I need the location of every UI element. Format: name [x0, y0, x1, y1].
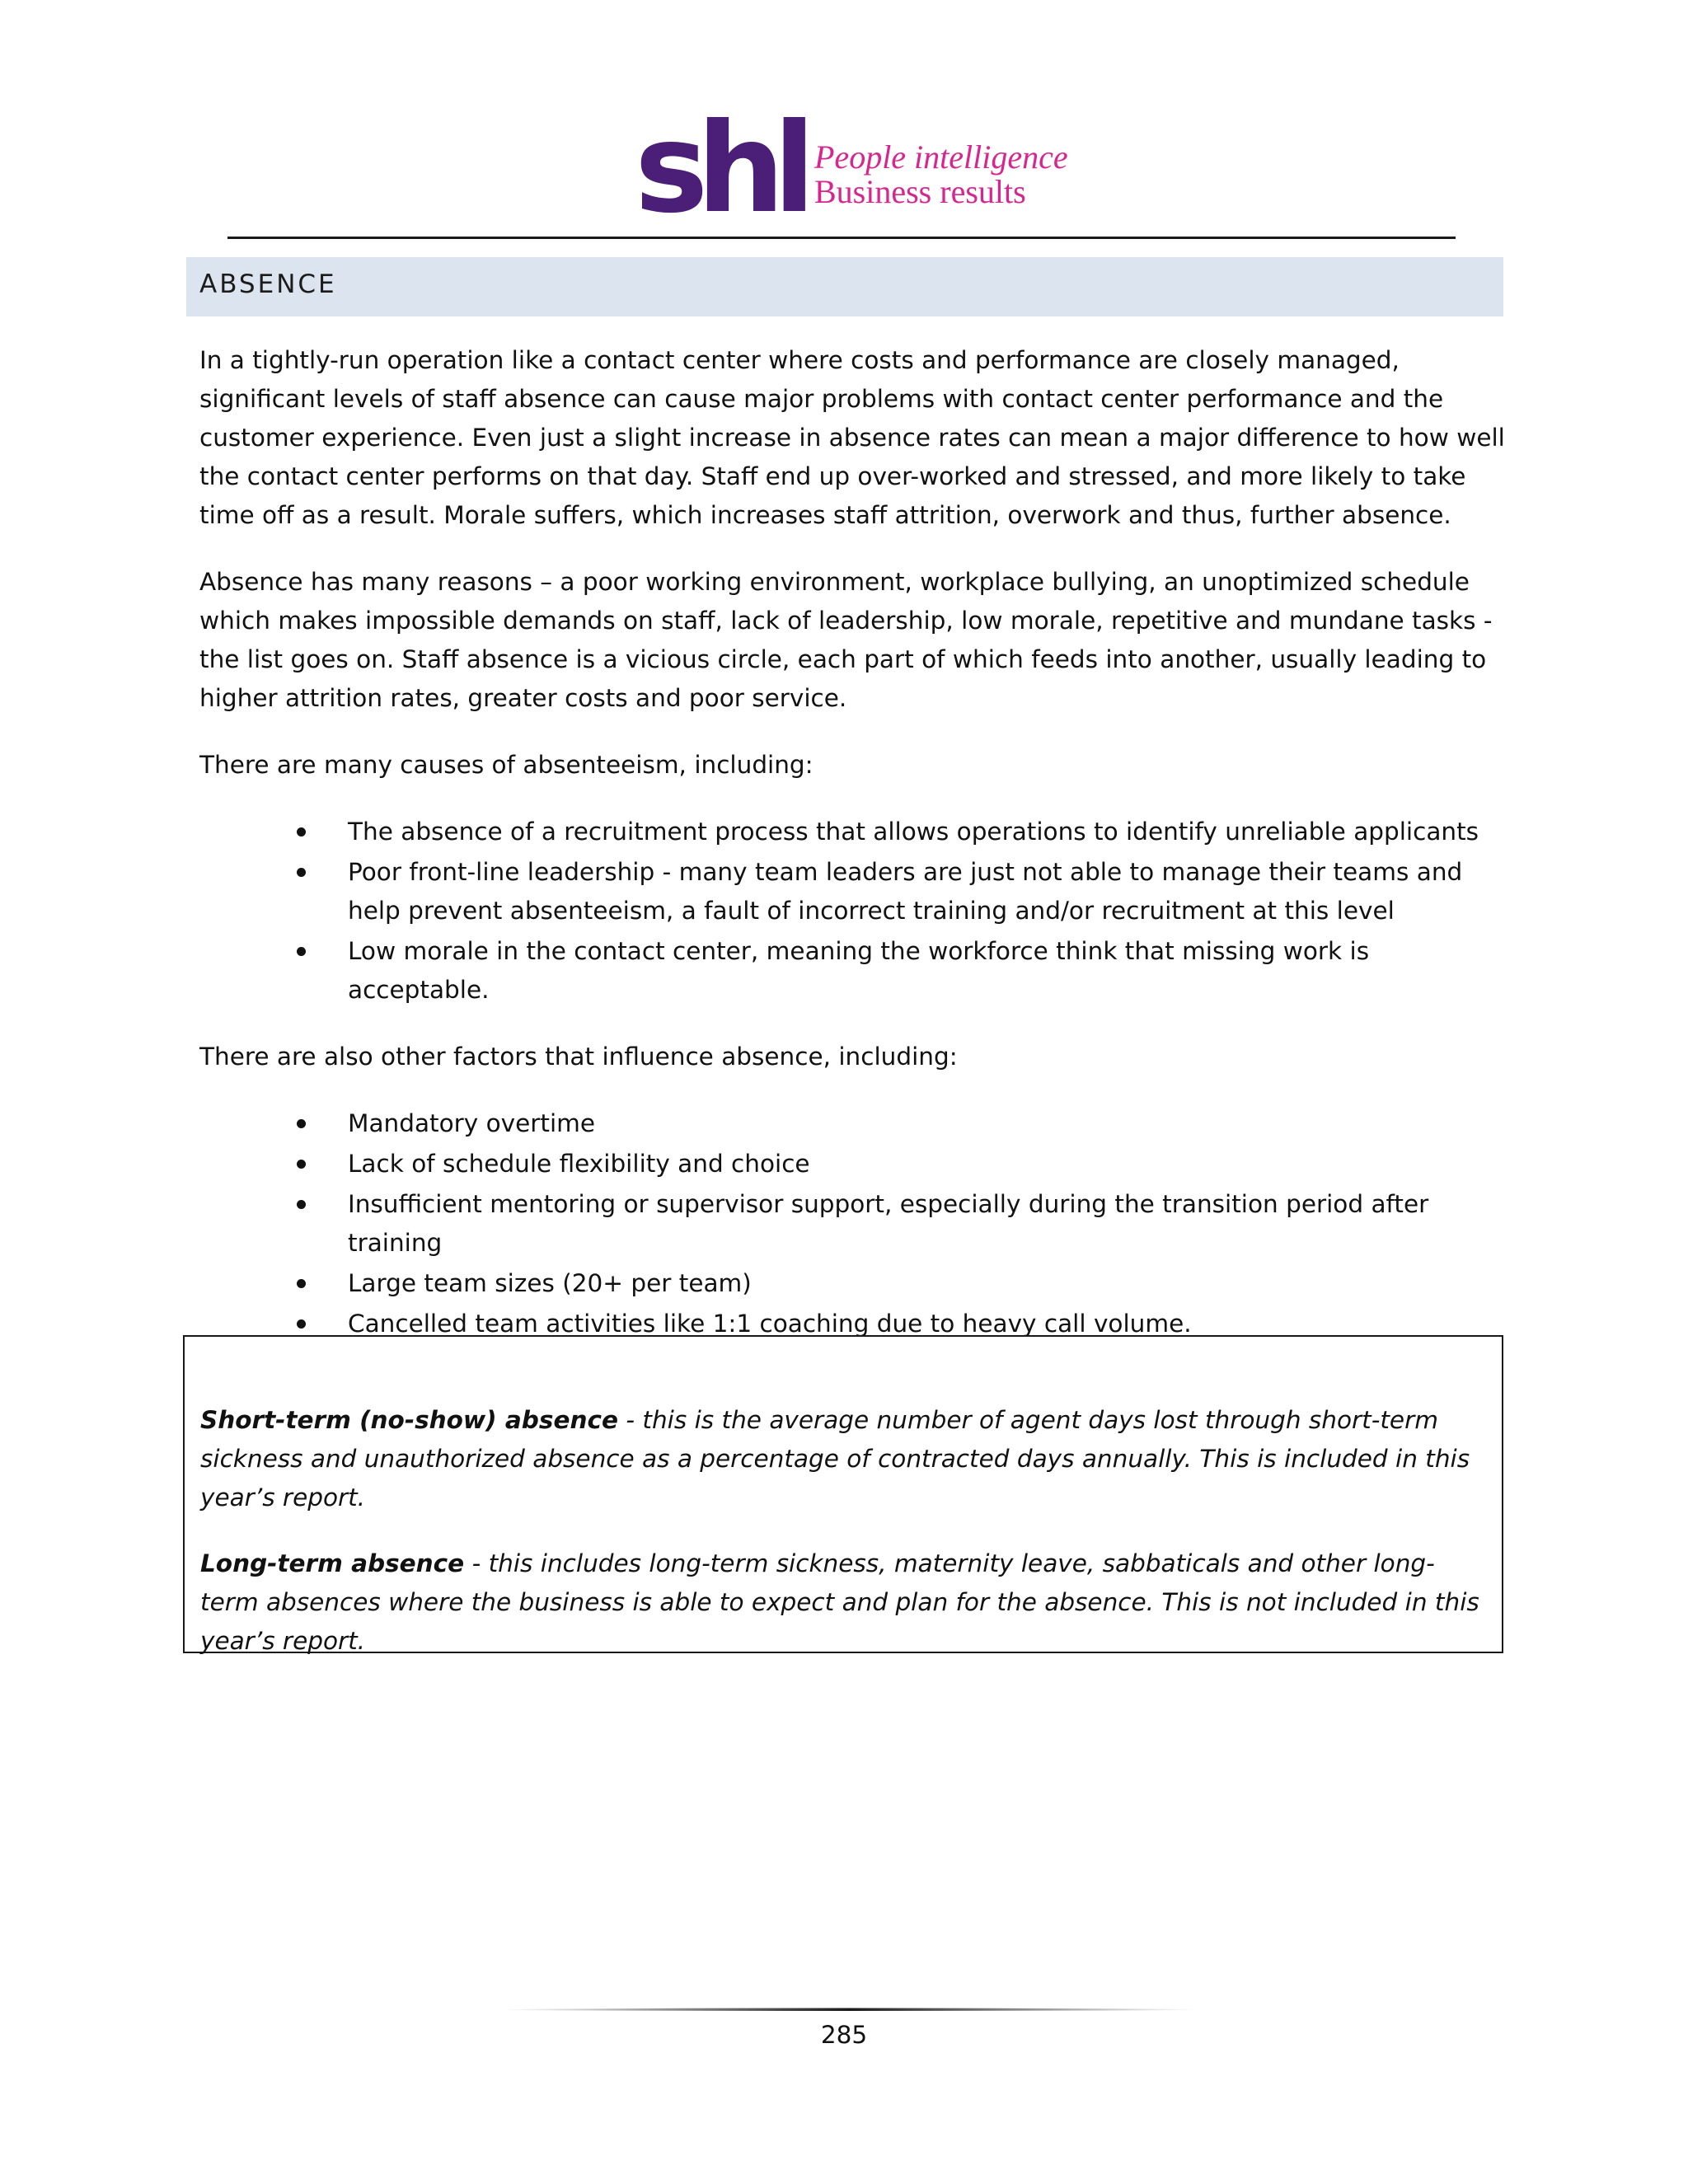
- logo-tagline: [814, 140, 1068, 209]
- causes-intro: There are many causes of absenteeism, including:: [199, 751, 814, 779]
- definition-text: - this includes long-term sickness, maternity leave, sabbaticals and other long-term absences where the business is able to expect and plan for the absence. This is not included in this year’s report.: [200, 1549, 1479, 1655]
- list-item-text: Lack of schedule flexibility and choice: [348, 1150, 810, 1178]
- tagline-line-2: Business results: [814, 173, 1026, 210]
- shl-logo: [635, 114, 1068, 221]
- list-item: [199, 1145, 1506, 1183]
- list-item-text: Cancelled team activities like 1:1 coaching due to heavy call volume.: [348, 1310, 1192, 1338]
- factors-intro: There are also other factors that influence absence, including:: [199, 1043, 958, 1071]
- list-item-text: Low morale in the contact center, meaning the workforce think that missing work is acceptable.: [348, 937, 1370, 1004]
- body-content: [199, 341, 1506, 1371]
- definitions-box: [183, 1335, 1503, 1653]
- list-item: [199, 1104, 1506, 1143]
- section-heading-bar: [186, 257, 1503, 316]
- definition-term: Short-term (no-show) absence: [200, 1406, 618, 1434]
- body-paragraph: Absence has many reasons – a poor working environment, workplace bullying, an unoptimized schedule which makes impossible demands on staff, lack of leadership, low morale, repetitive and mundane tasks - the list goes on. Staff absence is a vicious circle, each part of which feeds into another, usually leading to higher attrition rates, greater costs and poor service.: [199, 568, 1493, 712]
- list-item: [199, 853, 1506, 930]
- header-divider: [227, 237, 1456, 239]
- definition-text: - this is the average number of agent days lost through short-term sickness and unauthorized absence as a percentage of contracted days annually. This is included in this year’s report.: [200, 1406, 1470, 1511]
- list-item: [199, 932, 1506, 1010]
- tagline-line-1: People intelligence: [814, 138, 1068, 176]
- definition-long-term: [200, 1544, 1486, 1661]
- list-item: [199, 813, 1506, 851]
- definitions-content: [200, 1401, 1486, 1688]
- list-item-text: Insufficient mentoring or supervisor support, especially during the transition period after training: [348, 1190, 1429, 1257]
- list-item: [199, 1264, 1506, 1303]
- list-item-text: Large team sizes (20+ per team): [348, 1269, 752, 1297]
- factors-list: [199, 1104, 1506, 1343]
- section-title: ABSENCE: [199, 269, 337, 299]
- causes-list: [199, 813, 1506, 1010]
- list-item-text: The absence of a recruitment process that allows operations to identify unreliable applicants: [348, 818, 1479, 846]
- definition-term: Long-term absence: [200, 1549, 465, 1577]
- footer-divider: [503, 2008, 1195, 2013]
- list-item-text: Mandatory overtime: [348, 1109, 596, 1137]
- shl-logo-mark: [635, 114, 808, 221]
- logo-wordmark: shl: [635, 114, 804, 221]
- body-paragraph: In a tightly-run operation like a contact center where costs and performance are closely managed, significant levels of staff absence can cause major problems with contact center performance and the customer experience. Even just a slight increase in absence rates can mean a major difference to how well the contact center performs on that day. Staff end up over-worked and stressed, and more likely to take time off as a result. Morale suffers, which increases staff attrition, overwork and thus, further absence.: [199, 346, 1505, 529]
- page-number: 285: [820, 2021, 868, 2049]
- list-item: [199, 1185, 1506, 1263]
- definition-short-term: [200, 1401, 1486, 1517]
- list-item-text: Poor front-line leadership - many team leaders are just not able to manage their teams and help prevent absenteeism, a fault of incorrect training and/or recruitment at this level: [348, 858, 1463, 925]
